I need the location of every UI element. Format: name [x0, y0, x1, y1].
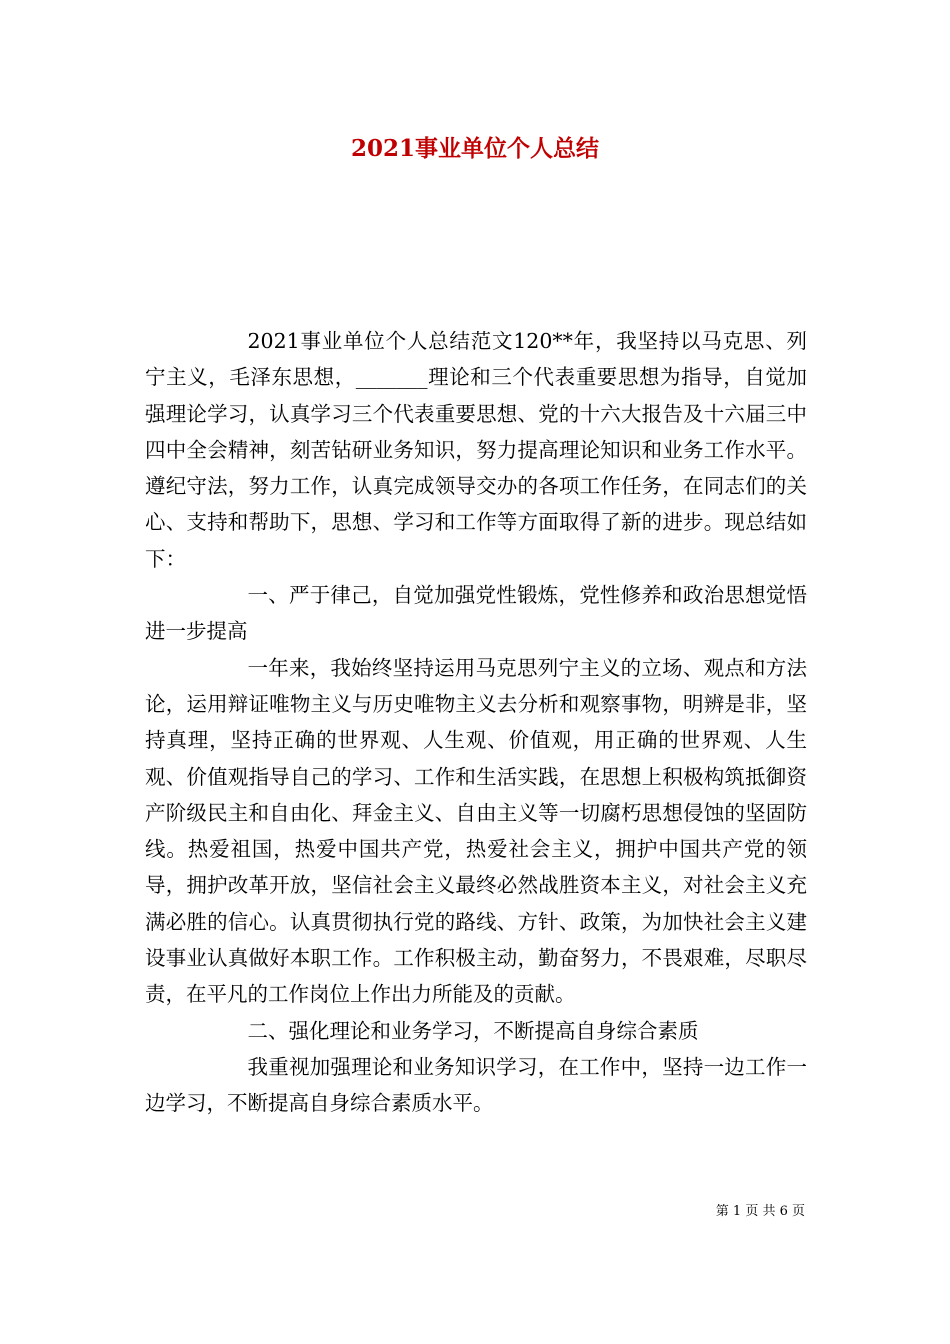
document-body [145, 323, 807, 1122]
section-heading-2: 二、强化理论和业务学习，不断提高自身综合素质 [247, 1018, 699, 1043]
paragraph-intro: 2021事业单位个人总结范文120**年，我坚持以马克思、列宁主义，毛泽东思想，_______理论和三个代表重要思想为指导，自觉加强理论学习，认真学习三个代表重要思想、党的十六大报告及十六届三中四中全会精神，刻苦钻研业务知识，努力提高理论知识和业务工作水平。遵纪守法，努力工作，认真完成领导交办的各项工作任务，在同志们的关心、支持和帮助下，思想、学习和工作等方面取得了新的进步。现总结如下： [145, 329, 807, 571]
page-number: 第 1 页 共 6 页 [715, 1204, 805, 1219]
document-title: 2021事业单位个人总结 [350, 135, 599, 162]
paragraph-section-2: 我重视加强理论和业务知识学习，在工作中，坚持一边工作一边学习，不断提高自身综合素质水平。 [145, 1054, 807, 1116]
paragraph-section-1: 一年来，我始终坚持运用马克思列宁主义的立场、观点和方法论，运用辩证唯物主义与历史唯物主义去分析和观察事物，明辨是非，坚持真理，坚持正确的世界观、人生观、价值观，用正确的世界观、人生观、价值观指导自己的学习、工作和生活实践，在思想上积极构筑抵御资产阶级民主和自由化、拜金主义、自由主义等一切腐朽思想侵蚀的坚固防线。热爱祖国，热爱中国共产党，热爱社会主义，拥护中国共产党的领导，拥护改革开放，坚信社会主义最终必然战胜资本主义，对社会主义充满必胜的信心。认真贯彻执行党的路线、方针、政策，为加快社会主义建设事业认真做好本职工作。工作积极主动，勤奋努力，不畏艰难，尽职尽责，在平凡的工作岗位上作出力所能及的贡献。 [145, 655, 807, 1007]
section-heading-1: 一、严于律己，自觉加强党性锻炼，党性修养和政治思想觉悟进一步提高 [145, 583, 807, 644]
